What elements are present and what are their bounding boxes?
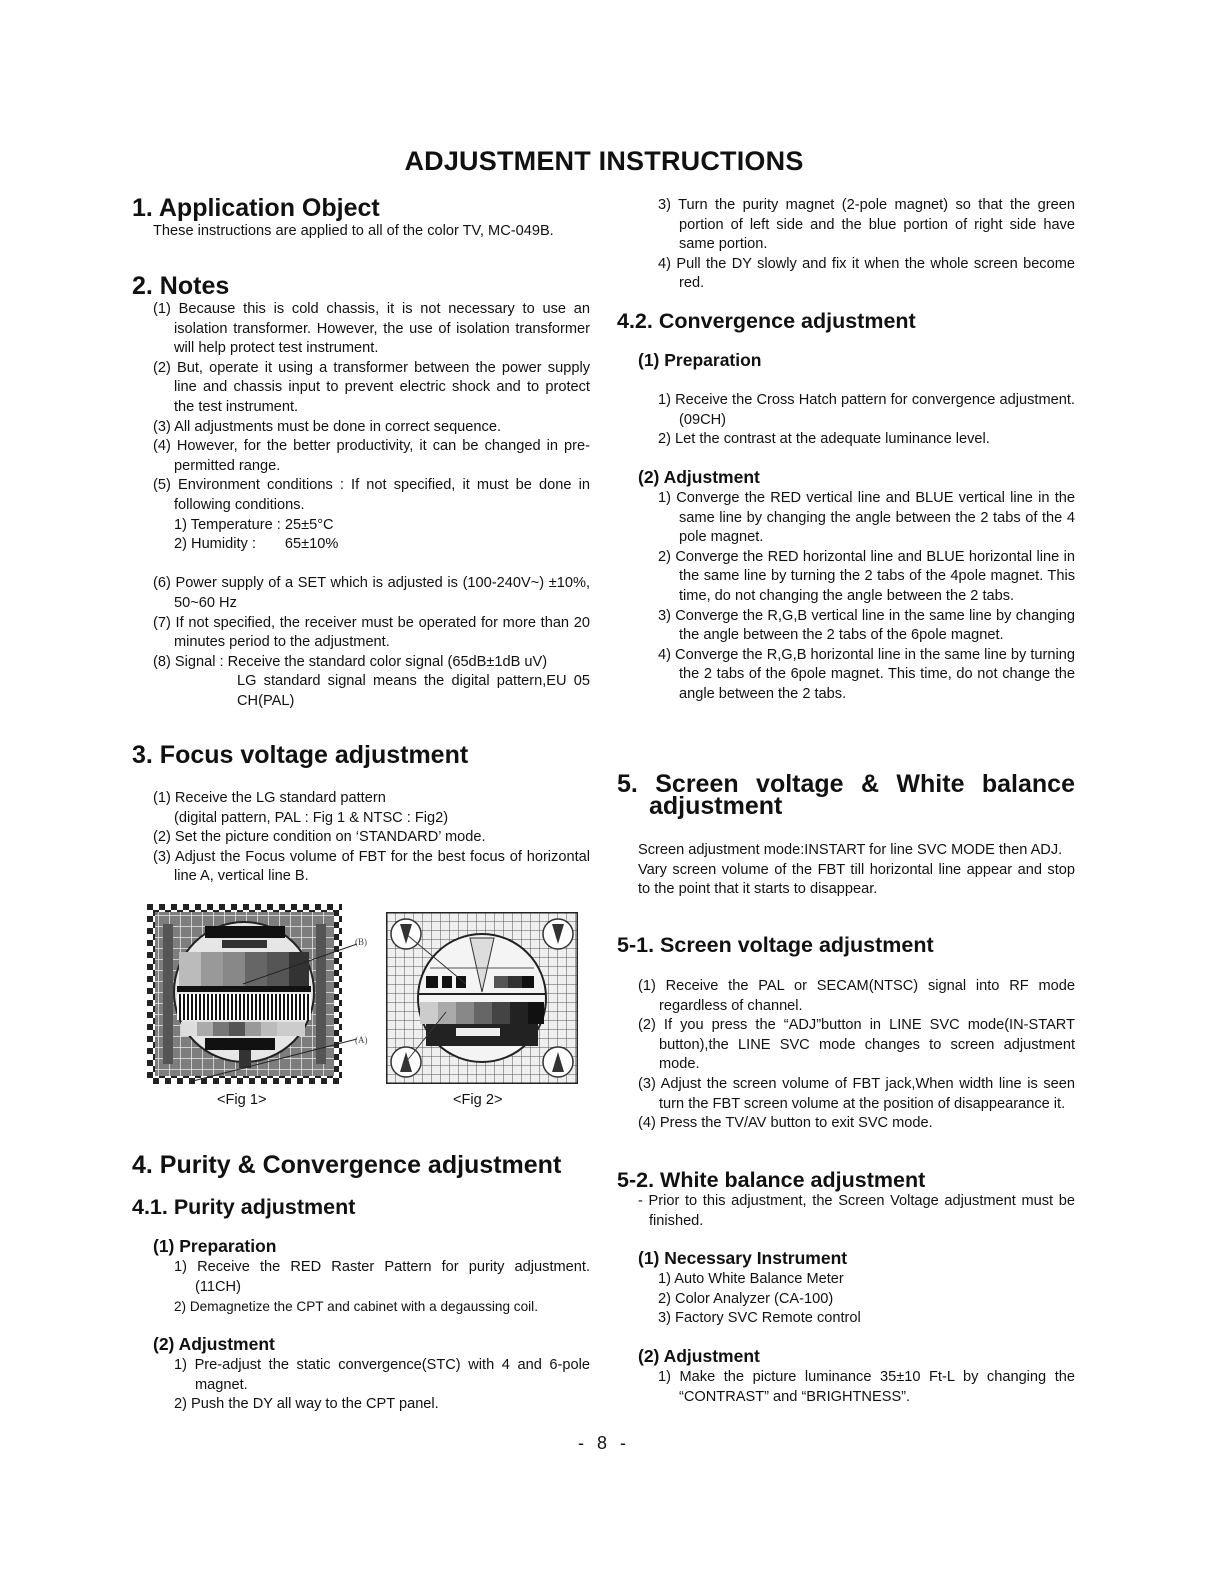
fig1-caption: <Fig 1>: [217, 1092, 267, 1108]
instrument-list: [658, 1270, 1075, 1329]
label-a: (A): [355, 1035, 368, 1045]
section-5-heading-line-2: adjustment: [649, 792, 783, 820]
section-1-text: These instructions are applied to all of the color TV, MC-049B.: [153, 223, 554, 239]
section-2-heading: 2. Notes: [132, 272, 230, 300]
convergence-preparation-heading: (1) Preparation: [638, 350, 762, 370]
focus-step-1-detail: (digital pattern, PAL : Fig 1 & NTSC : Fig2): [174, 809, 449, 826]
section-5-heading: [617, 770, 1075, 820]
section-5-text-1: Screen adjustment mode:INSTART for line SVC MODE then ADJ.: [638, 842, 1063, 858]
screen-voltage-step-3: (3) Adjust the screen volume of FBT jack,When width line is seen turn the FBT screen volume at the position of disappearance it.: [638, 1075, 1075, 1112]
fig1-test-pattern: [147, 904, 377, 1084]
section-3-heading: 3. Focus voltage adjustment: [132, 741, 469, 769]
purity-prep-2: 2) Demagnetize the CPT and cabinet with a degaussing coil.: [174, 1299, 538, 1315]
focus-step-3: (3) Adjust the Focus volume of FBT for the best focus of horizontal line A, vertical line B.: [153, 848, 590, 885]
focus-step-1: (1) Receive the LG standard pattern: [153, 790, 386, 806]
purity-adj-3: 3) Turn the purity magnet (2-pole magnet) so that the green portion of left side and the blue portion of right side have same portion.: [658, 197, 1075, 253]
purity-prep-1: 1) Receive the RED Raster Pattern for purity adjustment. (11CH): [174, 1259, 590, 1295]
convergence-prep-1: 1) Receive the Cross Hatch pattern for convergence adjustment. (09CH): [658, 392, 1075, 428]
convergence-prep-2: 2) Let the contrast at the adequate luminance level.: [658, 431, 990, 448]
white-balance-note: [638, 1192, 1075, 1231]
white-balance-note-text: - Prior to this adjustment, the Screen Voltage adjustment must be finished.: [638, 1193, 1075, 1229]
note-4: (4) However, for the better productivity, it can be changed in pre-permitted range.: [153, 438, 590, 474]
note-3: (3) All adjustments must be done in correct sequence.: [153, 418, 501, 435]
screen-voltage-step-2: (2) If you press the “ADJ”button in LINE SVC mode(IN-START button),the LINE SVC mode changes to screen adjustment mode.: [638, 1017, 1075, 1073]
note-2: (2) But, operate it using a transformer between the power supply line and chassis input to prevent electric shock and to protect the test instrument.: [153, 359, 590, 415]
section-41-heading: 4.1. Purity adjustment: [132, 1195, 356, 1219]
convergence-preparation-list: [658, 391, 1075, 450]
white-balance-adjustment-heading: (2) Adjustment: [638, 1346, 760, 1366]
section-5-text-2: Vary screen volume of the FBT till horizontal line appear and stop to the point that it starts to disappear.: [638, 861, 1075, 898]
page-number: - 8 -: [577, 1433, 630, 1453]
humidity-value: 65±10%: [284, 536, 339, 553]
notes-list: [153, 300, 590, 711]
white-balance-adjustment-list: [658, 1368, 1075, 1407]
section-1-heading: 1. Application Object: [132, 194, 380, 222]
note-5: (5) Environment conditions : If not specified, it must be done in following conditions.: [153, 477, 590, 513]
section-5-heading-line-1: 5. Screen voltage & White balance: [617, 770, 1075, 798]
fig2-caption: <Fig 2>: [453, 1092, 503, 1108]
screen-voltage-step-4: (4) Press the TV/AV button to exit SVC mode.: [638, 1115, 933, 1132]
section-42-heading: 4.2. Convergence adjustment: [617, 309, 916, 333]
screen-voltage-step-1: (1) Receive the PAL or SECAM(NTSC) signal into RF mode regardless of channel.: [638, 978, 1075, 1014]
note-7: (7) If not specified, the receiver must be operated for more than 20 minutes period to the adjustment.: [153, 614, 590, 651]
note-8-detail: LG standard signal means the digital pattern,EU 05 CH(PAL): [237, 673, 590, 709]
purity-adj-4: 4) Pull the DY slowly and fix it when the whole screen become red.: [658, 255, 1075, 292]
section-52-heading: 5-2. White balance adjustment: [617, 1168, 926, 1192]
focus-list: [153, 789, 590, 887]
purity-adj-1: 1) Pre-adjust the static convergence(STC) with 4 and 6-pole magnet.: [174, 1357, 590, 1393]
white-balance-adj-1: 1) Make the picture luminance 35±10 Ft-L by changing the “CONTRAST” and “BRIGHTNESS”.: [658, 1369, 1075, 1405]
focus-step-2: (2) Set the picture condition on ‘STANDARD’ mode.: [153, 829, 486, 846]
purity-preparation-list: [174, 1258, 590, 1317]
humidity-label: 2) Humidity :: [174, 536, 256, 553]
label-b: (B): [355, 937, 367, 947]
note-5-humidity: [153, 535, 590, 555]
purity-adjustment-heading: (2) Adjustment: [153, 1334, 275, 1354]
necessary-instrument-heading: (1) Necessary Instrument: [638, 1248, 848, 1268]
purity-preparation-heading: (1) Preparation: [153, 1236, 277, 1256]
instrument-3: 3) Factory SVC Remote control: [658, 1310, 861, 1327]
page-title: ADJUSTMENT INSTRUCTIONS: [404, 146, 804, 176]
instrument-2: 2) Color Analyzer (CA-100): [658, 1290, 834, 1307]
fig2-test-pattern: [386, 912, 578, 1084]
instrument-1: 1) Auto White Balance Meter: [658, 1271, 844, 1287]
purity-adj-2: 2) Push the DY all way to the CPT panel.: [174, 1396, 439, 1413]
convergence-adj-3: 3) Converge the R,G,B vertical line in the same line by changing the angle between the 2 tabs of the 6pole magnet.: [658, 607, 1075, 644]
convergence-adj-2: 2) Converge the RED horizontal line and BLUE horizontal line in the same line by turning the 2 tabs of the 4pole magnet. This time, do not changing the angle between the 2 tabs.: [658, 548, 1075, 604]
purity-adjustment-list-cont: [658, 196, 1075, 294]
note-8: (8) Signal : Receive the standard color signal (65dB±1dB uV): [153, 653, 548, 670]
note-5-temperature: 1) Temperature : 25±5°C: [174, 516, 334, 533]
convergence-adj-1: 1) Converge the RED vertical line and BLUE vertical line in the same line by changing the angle between the 2 tabs of the 4 pole magnet.: [658, 490, 1075, 546]
note-6: (6) Power supply of a SET which is adjusted is (100-240V~) ±10%, 50~60 Hz: [153, 575, 590, 611]
section-5-text: [638, 841, 1075, 900]
purity-adjustment-list: [174, 1356, 590, 1415]
section-4-heading: 4. Purity & Convergence adjustment: [132, 1151, 562, 1179]
convergence-adjustment-heading: (2) Adjustment: [638, 467, 760, 487]
screen-voltage-list: [638, 977, 1075, 1134]
section-51-heading: 5-1. Screen voltage adjustment: [617, 933, 934, 957]
note-1: (1) Because this is cold chassis, it is not necessary to use an isolation transformer. However, the use of isolation transformer will help protect test instrument.: [153, 301, 590, 357]
convergence-adj-4: 4) Converge the R,G,B horizontal line in the same line by turning the 2 tabs of the 6pole magnet. This time, do not change the angle between the 2 tabs.: [658, 646, 1075, 702]
convergence-adjustment-list: [658, 489, 1075, 705]
